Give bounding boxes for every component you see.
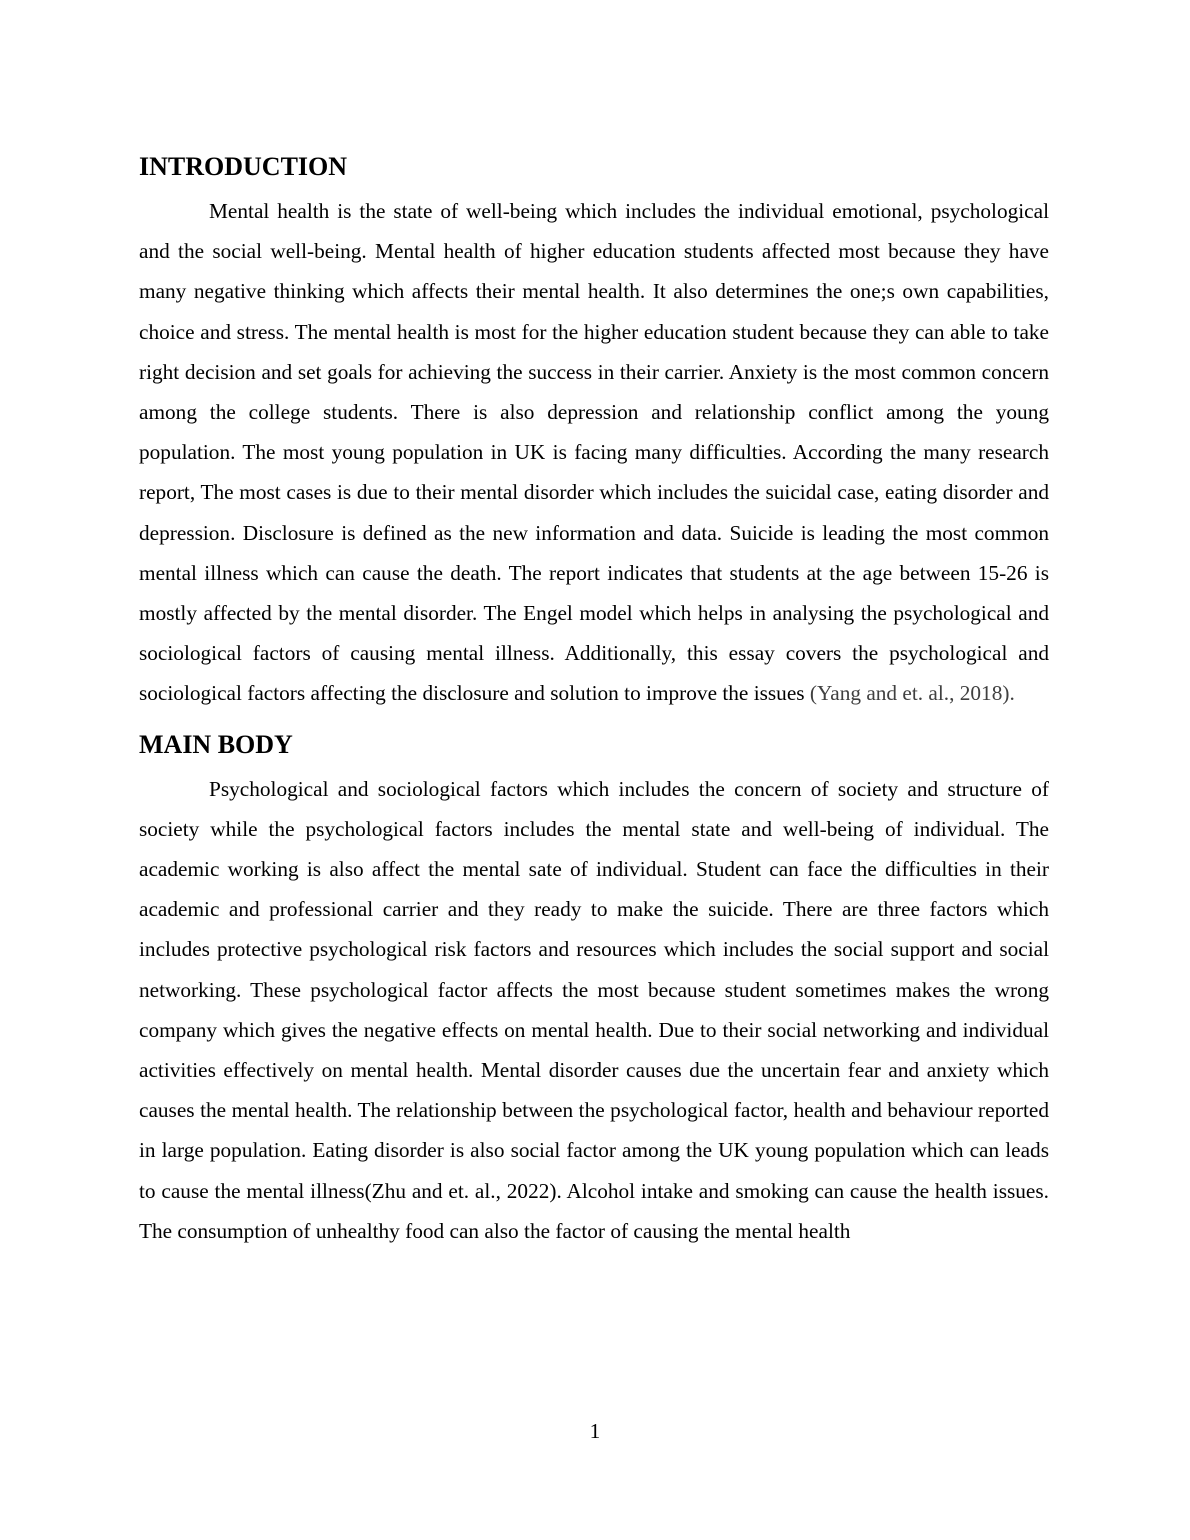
page-number: 1 xyxy=(589,1419,601,1443)
introduction-citation: (Yang and et. al., 2018). xyxy=(809,681,1015,706)
main-body-paragraph: Psychological and sociological factors which includes the concern of society and structure of society while the psychological factors includes the mental state and well-being of individual. The academic working is also affect the mental sate of individual. Student can face the difficulties in their academic and professional carrier and they ready to make the suicide. There are three factors which includes protective psychological risk factors and resources which includes the social support and social networking. These psychological factor affects the most because student sometimes makes the wrong company which gives the negative effects on mental health. Due to their social networking and individual activities effectively on mental health. Mental disorder causes due the uncertain fear and anxiety which causes the mental health. The relationship between the psychological factor, health and behaviour reported in large population. Eating disorder is also social factor among the UK young population which can leads to cause the mental illness(Zhu and et. al., 2022). Alcohol intake and smoking can cause the health issues. The consumption of unhealthy food can also the factor of causing the mental health xyxy=(139,776,1049,1243)
introduction-text: Mental health is the state of well-being which includes the individual emotional, psychological and the social well-being. Mental health of higher education students affected most because they have many negative thinking which affects their mental health. It also determines the one;s own capabilities, choice and stress. The mental health is most for the higher education student because they can able to take right decision and set goals for achieving the success in their carrier. Anxiety is the most common concern among the college students. There is also depression and relationship conflict among the young population. The most young population in UK is facing many difficulties. According the many research report, The most cases is due to their mental disorder which includes the suicidal case, eating disorder and depression. Disclosure is defined as the new information and data. Suicide is leading the most common mental illness which can cause the death. The report indicates that students at the age between 15-26 is mostly affected by the mental disorder. The Engel model which helps in analysing the psychological and sociological factors of causing mental illness. Additionally, this essay covers the psychological and sociological factors affecting the disclosure and solution to improve the issues xyxy=(139,199,1049,706)
introduction-heading: INTRODUCTION xyxy=(139,152,348,181)
document-content xyxy=(139,150,1049,1251)
introduction-paragraph xyxy=(139,191,1049,714)
main-body-heading: MAIN BODY xyxy=(139,729,293,759)
